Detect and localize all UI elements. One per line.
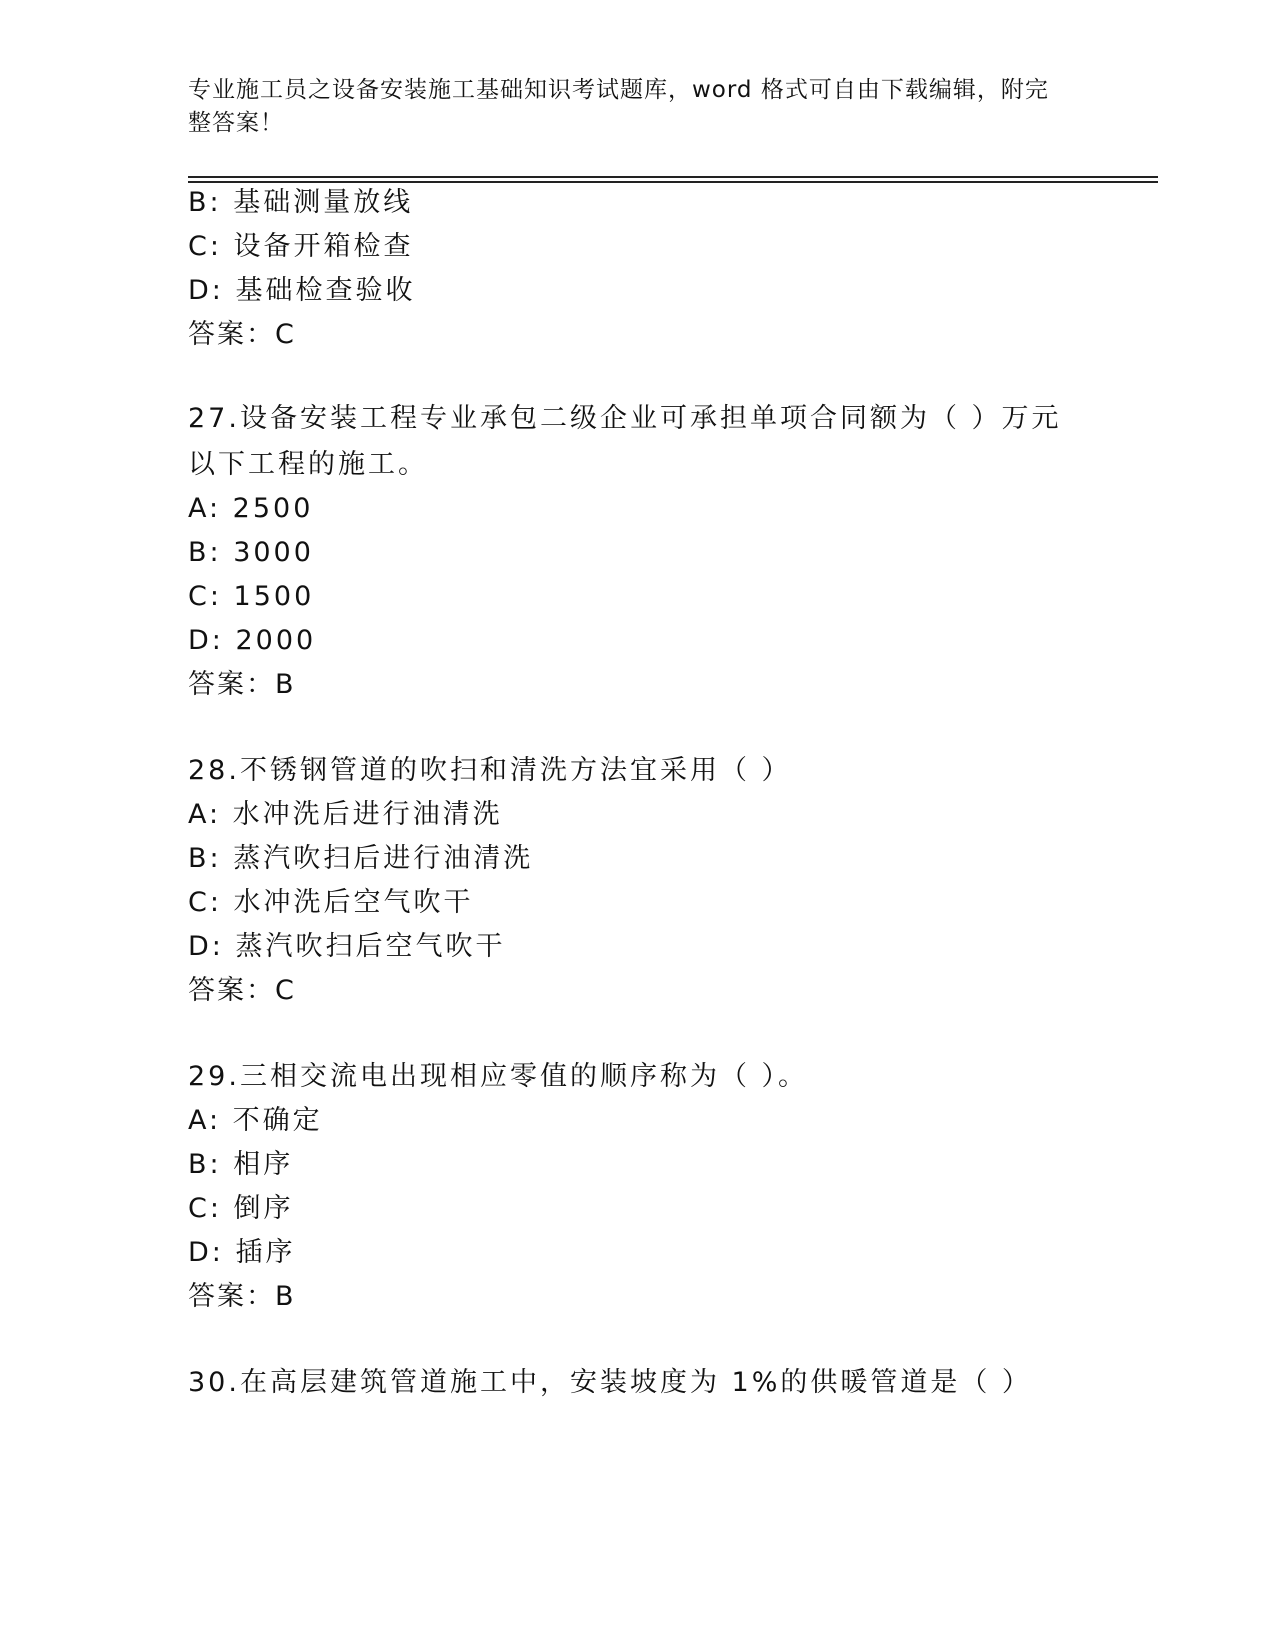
q27-stem: 27.设备安装工程专业承包二级企业可承担单项合同额为（ ）万元以下工程的施工。 — [188, 403, 1062, 480]
q26-option-b: B: 基础测量放线 — [188, 187, 414, 218]
q28-answer: 答案：C — [188, 975, 296, 1006]
q26-answer: 答案：C — [188, 319, 296, 350]
q27-answer: 答案：B — [188, 669, 296, 700]
header-divider-bottom — [188, 181, 1158, 183]
q28-option-c: C: 水冲洗后空气吹干 — [188, 887, 474, 918]
q27-option-b: B: 3000 — [188, 537, 314, 568]
q29-option-c: C: 倒序 — [188, 1193, 294, 1224]
q27-option-d: D: 2000 — [188, 625, 317, 656]
q29-stem: 29.三相交流电出现相应零值的顺序称为（ ）。 — [188, 1061, 809, 1092]
q26-option-d: D: 基础检查验收 — [188, 275, 416, 306]
q27-option-c: C: 1500 — [188, 581, 315, 612]
q28-option-b: B: 蒸汽吹扫后进行油清洗 — [188, 843, 534, 874]
q29-option-d: D: 插序 — [188, 1237, 296, 1268]
q27-option-a: A: 2500 — [188, 493, 314, 524]
q28-stem: 28.不锈钢管道的吹扫和清洗方法宜采用（ ） — [188, 755, 792, 786]
q29-answer: 答案：B — [188, 1281, 296, 1312]
header-divider-top — [188, 176, 1158, 178]
q29-option-b: B: 相序 — [188, 1149, 294, 1180]
document-header: 专业施工员之设备安装施工基础知识考试题库，word 格式可自由下载编辑，附完整答案！ — [188, 77, 1049, 136]
q26-option-c: C: 设备开箱检查 — [188, 231, 414, 262]
q28-option-a: A: 水冲洗后进行油清洗 — [188, 799, 503, 830]
q30-stem: 30.在高层建筑管道施工中，安装坡度为 1%的供暖管道是（ ） — [188, 1367, 1032, 1398]
q28-option-d: D: 蒸汽吹扫后空气吹干 — [188, 931, 506, 962]
q29-option-a: A: 不确定 — [188, 1105, 323, 1136]
